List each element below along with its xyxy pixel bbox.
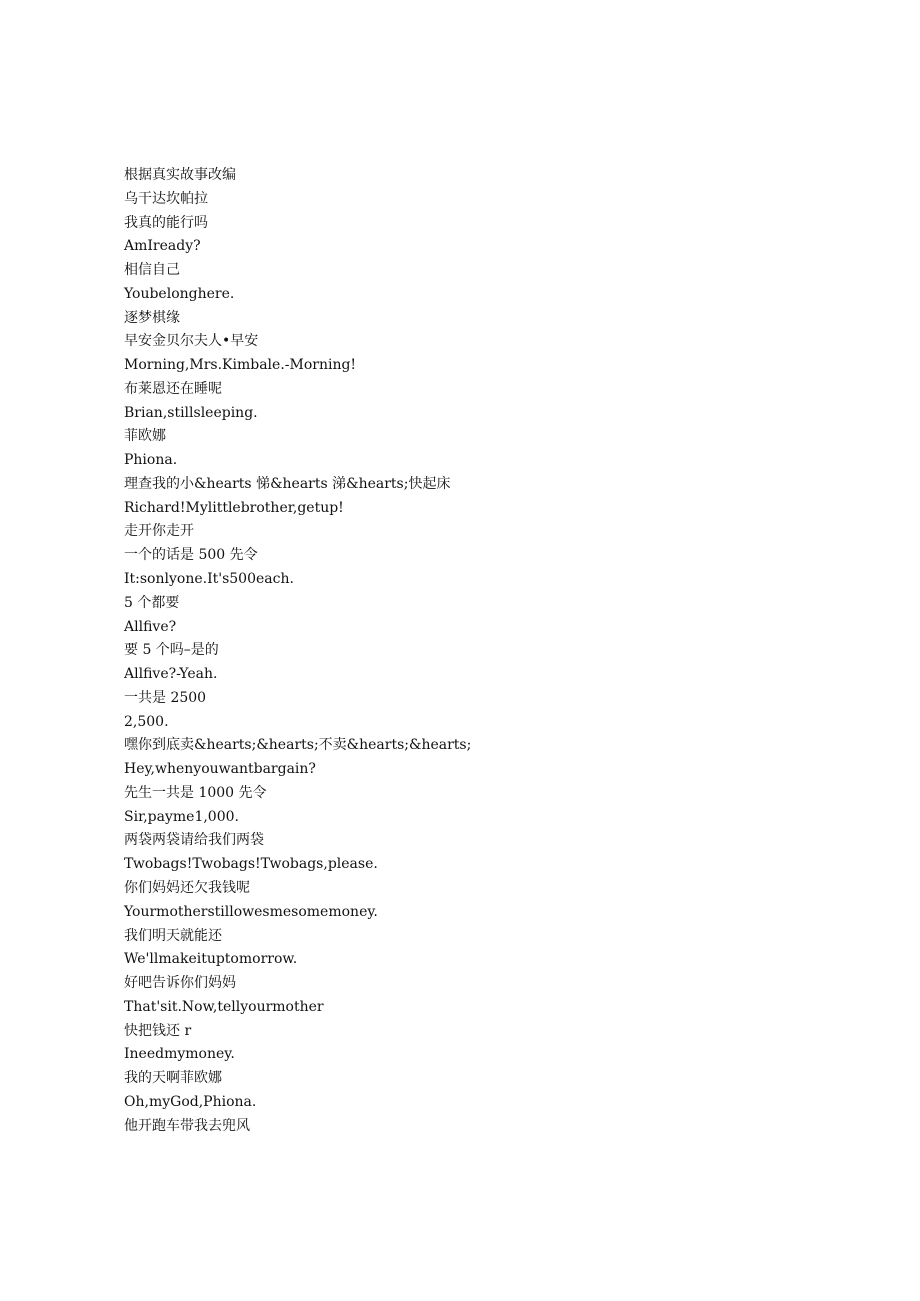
text-line: 乌干达坎帕拉	[124, 190, 208, 207]
text-line: Twobags!Twobags!Twobags,please.	[124, 856, 378, 873]
text-line: Richard!Mylittlebrother,getup!	[124, 499, 344, 516]
text-line: 早安金贝尔夫人•早安	[124, 333, 259, 350]
text-line: 菲欧娜	[124, 428, 166, 445]
text-line: 两袋两袋请给我们两袋	[124, 832, 264, 849]
text-line: Yourmotherstillowesmesomemoney.	[124, 903, 378, 920]
text-line: 相信自己	[124, 262, 180, 279]
text-line: 2,500.	[124, 713, 169, 730]
text-line: 嘿你到底卖&hearts;&hearts;不卖&hearts;&hearts;	[124, 737, 472, 754]
text-line: It:sonlyone.It's500each.	[124, 571, 294, 588]
text-line: 一个的话是 500 先令	[124, 547, 258, 564]
text-line: 根据真实故事改编	[124, 167, 236, 183]
text-line: That'sit.Now,tellyourmother	[124, 998, 324, 1015]
text-line: Morning,Mrs.Kimbale.-Morning!	[124, 357, 357, 374]
text-line: We'llmakeituptomorrow.	[124, 951, 298, 968]
text-line: 我真的能行吗	[124, 214, 208, 231]
text-line: Oh,myGod,Phiona.	[124, 1093, 257, 1110]
text-line: Youbelonghere.	[124, 285, 235, 302]
text-line: 我的天啊菲欧娜	[124, 1070, 222, 1087]
text-line: 他开跑车带我去兜风	[124, 1117, 250, 1134]
text-line: AmIready?	[124, 238, 201, 255]
text-line: Phiona.	[124, 452, 178, 469]
text-line: 一共是 2500	[124, 689, 207, 706]
text-line: Allfive?-Yeah.	[124, 666, 218, 683]
text-line: 理查我的小&hearts 悌&hearts 涕&hearts;快起床	[124, 475, 451, 492]
text-line: 你们妈妈还欠我钱呢	[124, 879, 250, 896]
text-line: 快把钱还 r	[124, 1022, 192, 1039]
text-line: 好吧告诉你们妈妈	[124, 975, 236, 992]
text-line: Allfive?	[124, 618, 177, 635]
text-line: Ineedmymoney.	[124, 1046, 235, 1063]
text-line: Sir,payme1,000.	[124, 808, 239, 825]
text-line: 我们明天就能还	[124, 927, 222, 944]
text-line: 5 个都要	[124, 594, 180, 611]
text-line: 逐梦棋缘	[124, 309, 180, 326]
text-line: 先生一共是 1000 先令	[124, 784, 267, 801]
text-line: Hey,whenyouwantbargain?	[124, 761, 316, 778]
subtitle-text-block	[124, 164, 471, 1138]
text-line: 布莱恩还在睡呢	[124, 380, 222, 397]
text-line: Brian,stillsleeping.	[124, 404, 258, 421]
text-line: 要 5 个吗–是的	[124, 642, 219, 659]
text-line: 走开你走开	[124, 523, 194, 540]
